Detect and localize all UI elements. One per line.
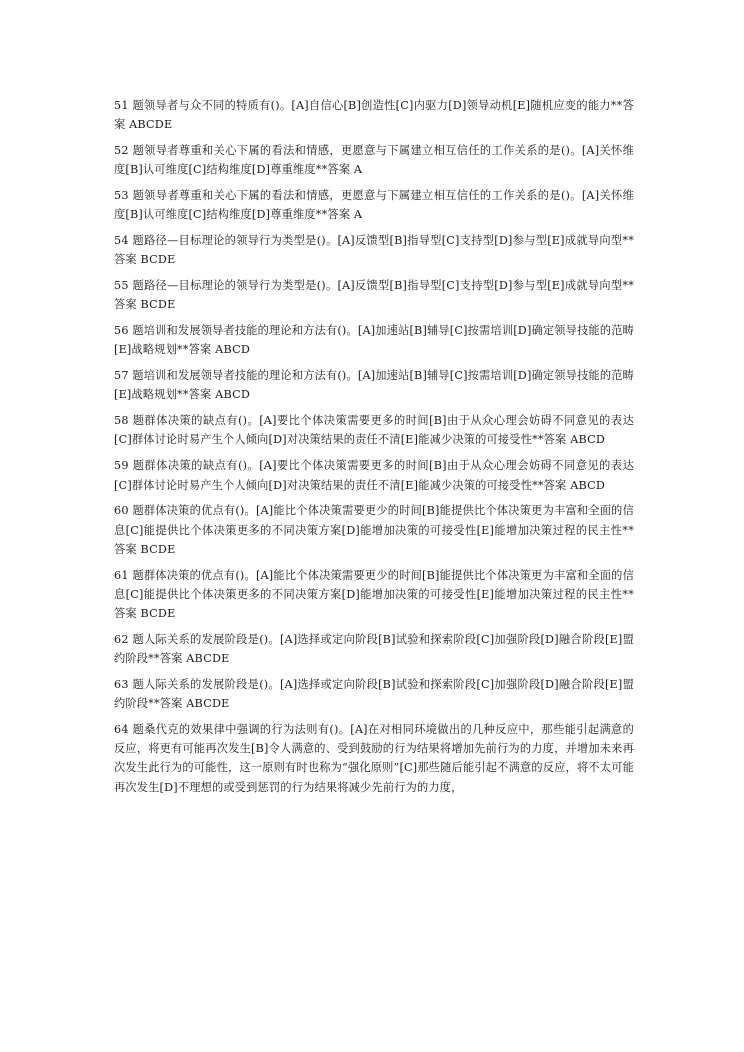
question-paragraph: 52 题领导者尊重和关心下属的看法和情感，更愿意与下属建立相互信任的工作关系的是()。[A]关怀维度[B]认可维度[C]结构维度[D]尊重维度**答案 A <box>114 144 634 177</box>
question-paragraph: 56 题培训和发展领导者技能的理论和方法有()。[A]加速站[B]辅导[C]按需培训[D]确定领导技能的范畴[E]战略规划**答案 ABCD <box>114 324 635 357</box>
question-paragraph: 63 题人际关系的发展阶段是()。[A]选择或定向阶段[B]试验和探索阶段[C]加强阶段[D]融合阶段[E]盟约阶段**答案 ABCDE <box>114 677 634 711</box>
question-paragraph: 60 题群体决策的优点有()。[A]能比个体决策需要更少的时间[B]能提供比个体决策更为丰富和全面的信息[C]能提供比个体决策更多的不同决策方案[D]能增加决策的可接受性[E]能增加决策过程的民主性**答案 BCDE <box>114 504 634 556</box>
question-paragraph: 62 题人际关系的发展阶段是()。[A]选择或定向阶段[B]试验和探索阶段[C]加强阶段[D]融合阶段[E]盟约阶段**答案 ABCDE <box>114 632 634 666</box>
question-paragraph: 64 题桑代克的效果律中强调的行为法则有()。[A]在对相同环境做出的几种反应中，那些能引起满意的反应，将更有可能再次发生[B]令人满意的、受到鼓励的行为结果将增加先前行为的力度，并增加未来再次发生此行为的可能性，这一原则有时也称为“强化原则”[C]那些随后能引起不满意的反应，将不太可能再次发生[D]不理想的或受到惩罚的行为结果将减少先前行为的力度， <box>114 722 634 794</box>
question-paragraph: 58 题群体决策的缺点有()。[A]要比个体决策需要更多的时间[B]由于从众心理会妨碍不同意见的表达[C]群体讨论时易产生个人倾向[D]对决策结果的责任不清[E]能减少决策的可接受性**答案 ABCD <box>114 414 634 447</box>
question-paragraph: 59 题群体决策的缺点有()。[A]要比个体决策需要更多的时间[B]由于从众心理会妨碍不同意见的表达[C]群体讨论时易产生个人倾向[D]对决策结果的责任不清[E]能减少决策的可接受性**答案 ABCD <box>114 459 634 492</box>
document-body <box>114 96 634 804</box>
question-paragraph: 53 题领导者尊重和关心下属的看法和情感，更愿意与下属建立相互信任的工作关系的是()。[A]关怀维度[B]认可维度[C]结构维度[D]尊重维度**答案 A <box>114 189 634 222</box>
question-paragraph: 61 题群体决策的优点有()。[A]能比个体决策需要更少的时间[B]能提供比个体决策更为丰富和全面的信息[C]能提供比个体决策更多的不同决策方案[D]能增加决策的可接受性[E]能增加决策过程的民主性**答案 BCDE <box>114 568 634 621</box>
question-paragraph: 51 题领导者与众不同的特质有()。[A]自信心[B]创造性[C]内驱力[D]领导动机[E]随机应变的能力**答案 ABCDE <box>114 99 634 132</box>
question-paragraph: 57 题培训和发展领导者技能的理论和方法有()。[A]加速站[B]辅导[C]按需培训[D]确定领导技能的范畴[E]战略规划**答案 ABCD <box>114 369 635 402</box>
question-paragraph: 54 题路径—目标理论的领导行为类型是()。[A]反馈型[B]指导型[C]支持型[D]参与型[E]成就导向型**答案 BCDE <box>114 234 634 267</box>
question-paragraph: 55 题路径—目标理论的领导行为类型是()。[A]反馈型[B]指导型[C]支持型[D]参与型[E]成就导向型**答案 BCDE <box>114 279 634 312</box>
